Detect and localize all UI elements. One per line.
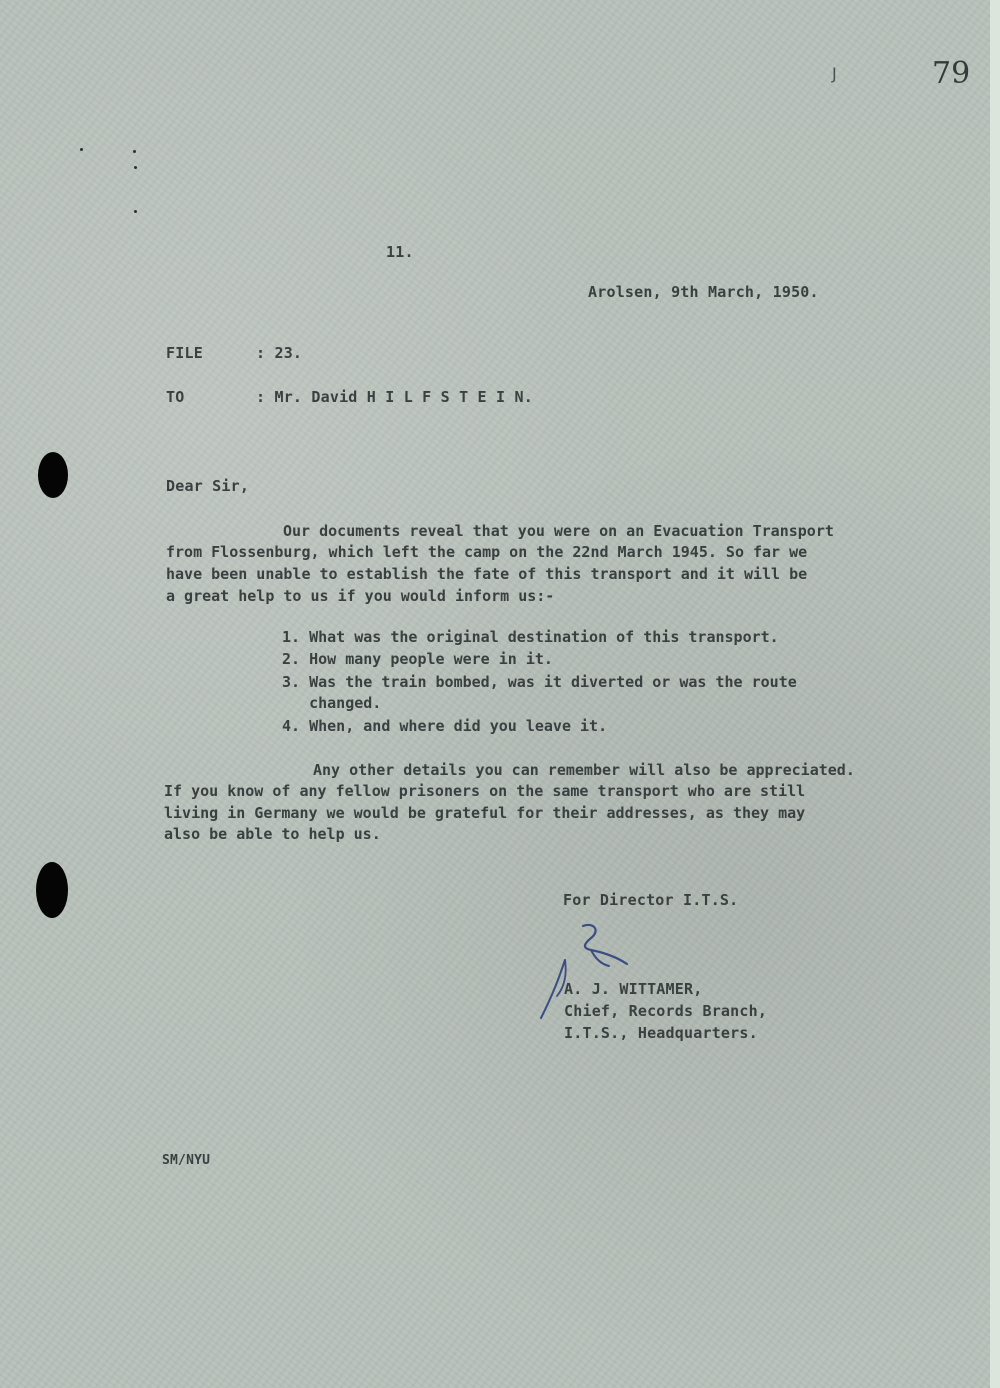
question-item: 2. How many people were in it. [282, 650, 553, 668]
closing-line: Any other details you can remember will also be appreciated. [313, 761, 855, 779]
page-stamp-number: 79 [932, 56, 971, 91]
file-label: FILE [166, 344, 203, 362]
closing-line: If you know of any fellow prisoners on the same transport who are still [164, 782, 806, 800]
speck [133, 150, 136, 153]
salutation: Dear Sir, [166, 477, 250, 495]
to-label: TO [166, 388, 185, 406]
place-date: Arolsen, 9th March, 1950. [588, 283, 819, 301]
punch-hole-bottom [36, 862, 68, 918]
body-line: a great help to us if you would inform us:- [166, 587, 555, 605]
body-line: from Flossenburg, which left the camp on the 22nd March 1945. So far we [166, 543, 808, 561]
for-director-line: For Director I.T.S. [563, 891, 739, 909]
reference-initials: SM/NYU [162, 1153, 211, 1168]
punch-hole-top [38, 452, 68, 498]
speck [134, 210, 137, 213]
body-line: Our documents reveal that you were on an Evacuation Transport [283, 522, 834, 540]
speck [134, 166, 137, 169]
speck [80, 148, 83, 151]
signatory-title: Chief, Records Branch, [564, 1002, 768, 1020]
question-item: 3. Was the train bombed, was it diverted or was the route [282, 673, 797, 691]
page-reference: 11. [386, 243, 414, 261]
body-line: have been unable to establish the fate of this transport and it will be [166, 565, 808, 583]
signatory-org: I.T.S., Headquarters. [564, 1024, 758, 1042]
question-item: changed. [282, 694, 382, 712]
to-value: : Mr. David H I L F S T E I N. [256, 388, 533, 406]
page-edge [990, 0, 1000, 1388]
closing-line: also be able to help us. [164, 825, 381, 843]
question-item: 1. What was the original destination of this transport. [282, 628, 779, 646]
stamp-mark: J [832, 64, 839, 83]
closing-line: living in Germany we would be grateful for their addresses, as they may [164, 804, 806, 822]
question-item: 4. When, and where did you leave it. [282, 717, 608, 735]
file-value: : 23. [256, 344, 303, 362]
signatory-name: A. J. WITTAMER, [564, 980, 703, 998]
